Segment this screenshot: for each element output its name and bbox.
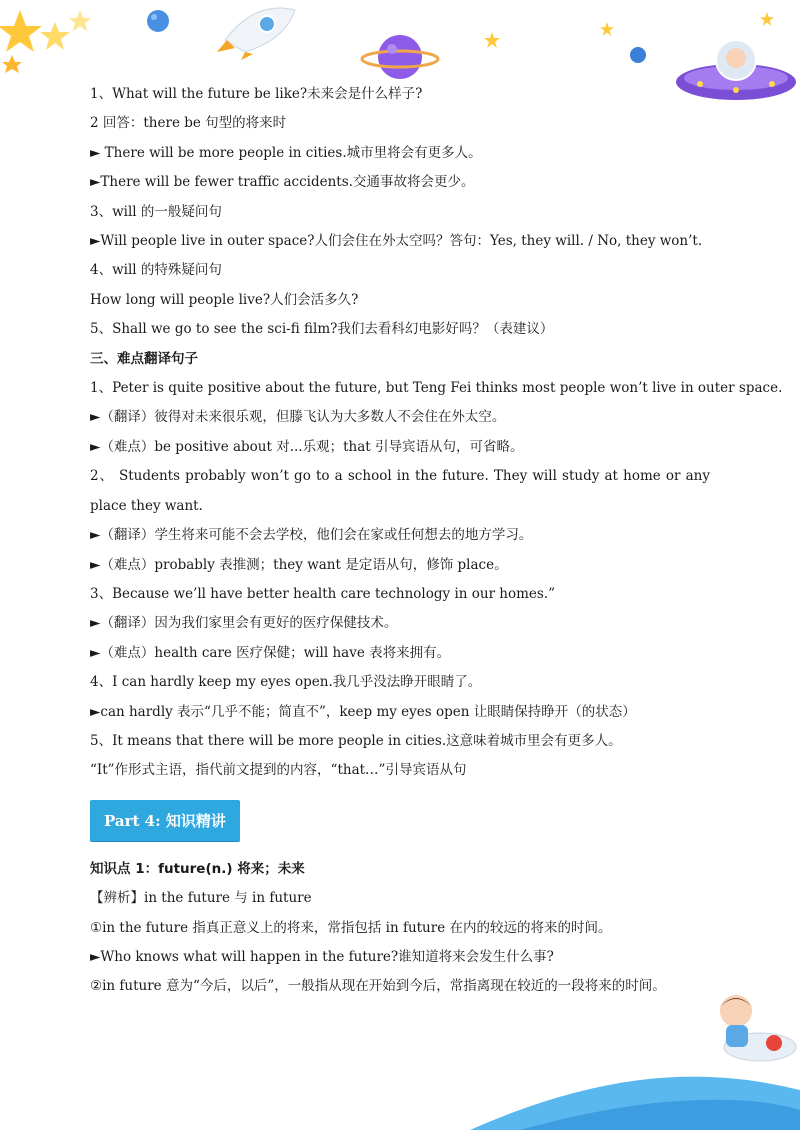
star-icon (600, 22, 614, 36)
text-line: How long will people live?人们会活多久? (90, 291, 359, 308)
text-line: ►（难点）be positive about 对...乐观；that 引导宾语从句，可省略。 (90, 438, 524, 455)
text-paragraph: 2、 Students probably won’t go to a school in the future. They will study at home or any place they want. (90, 468, 710, 514)
stars-decoration-top-left (0, 0, 110, 80)
text-line: ► There will be more people in cities.城市里将会有更多人。 (90, 144, 482, 161)
text-line: ►Who knows what will happen in the future?谁知道将来会发生什么事? (90, 948, 554, 965)
text-line: 3、will 的一般疑问句 (90, 203, 222, 220)
text-line: 4、will 的特殊疑问句 (90, 262, 222, 279)
star-icon (760, 12, 774, 26)
planet-small-icon (145, 8, 171, 34)
text-line: 3、Because we’ll have better health care technology in our homes.” (90, 585, 556, 602)
purple-planet-icon (360, 25, 440, 85)
text-line: 1、What will the future be like?未来会是什么样子? (90, 86, 423, 102)
knowledge-point-title: 知识点 1：future(n.) 将来；未来 (90, 860, 305, 877)
rocket-icon (215, 0, 305, 60)
text-line: ►（难点）health care 医疗保健；will have 表将来拥有。 (90, 644, 451, 661)
text-line: ►Will people live in outer space?人们会住在外太空吗？答句：Yes, they will. / No, they won’t. (90, 233, 703, 250)
text-line: 5、It means that there will be more people in cities.这意味着城市里会有更多人。 (90, 732, 622, 749)
wave-decoration-bottom (0, 1050, 800, 1130)
part-heading-badge: Part 4: 知识精讲 (90, 800, 240, 841)
text-line: 2 回答：there be 句型的将来时 (90, 115, 287, 132)
text-line: ①in the future 指真正意义上的将来，常指包括 in future 在内的较远的将来的时间。 (90, 919, 612, 936)
text-line: 4、I can hardly keep my eyes open.我几乎没法睁开眼睛了。 (90, 674, 482, 691)
document-body (90, 80, 783, 1002)
text-line: ►（难点）probably 表推测；they want 是定语从句，修饰 place。 (90, 556, 508, 573)
text-line: ►（翻译）彼得对未来很乐观，但滕飞认为大多数人不会住在外太空。 (90, 409, 506, 426)
text-line: 5、Shall we go to see the sci-fi film?我们去看科幻电影好吗？（表建议） (90, 321, 554, 338)
text-line: ►（翻译）因为我们家里会有更好的医疗保健技术。 (90, 615, 398, 632)
text-line: 【辨析】in the future 与 in future (90, 890, 312, 907)
section-heading: 三、难点翻译句子 (90, 350, 198, 367)
text-line: ►can hardly 表示“几乎不能；简直不”，keep my eyes open 让眼睛保持睁开（的状态） (90, 703, 636, 720)
text-line: ►There will be fewer traffic accidents.交通事故将会更少。 (90, 174, 475, 191)
planet-small-icon (628, 45, 648, 65)
text-line: ►（翻译）学生将来可能不会去学校，他们会在家或任何想去的地方学习。 (90, 527, 533, 544)
text-paragraph: ②in future 意为“今后，以后”，一般指从现在开始到今后，常指离现在较近的一段将来的时间。 (90, 978, 666, 995)
text-line: “It”作形式主语，指代前文提到的内容，“that…”引导宾语从句 (90, 762, 467, 779)
text-line: 1、Peter is quite positive about the future, but Teng Fei thinks most people won’t live in outer space. (90, 380, 783, 397)
star-icon (484, 32, 500, 48)
